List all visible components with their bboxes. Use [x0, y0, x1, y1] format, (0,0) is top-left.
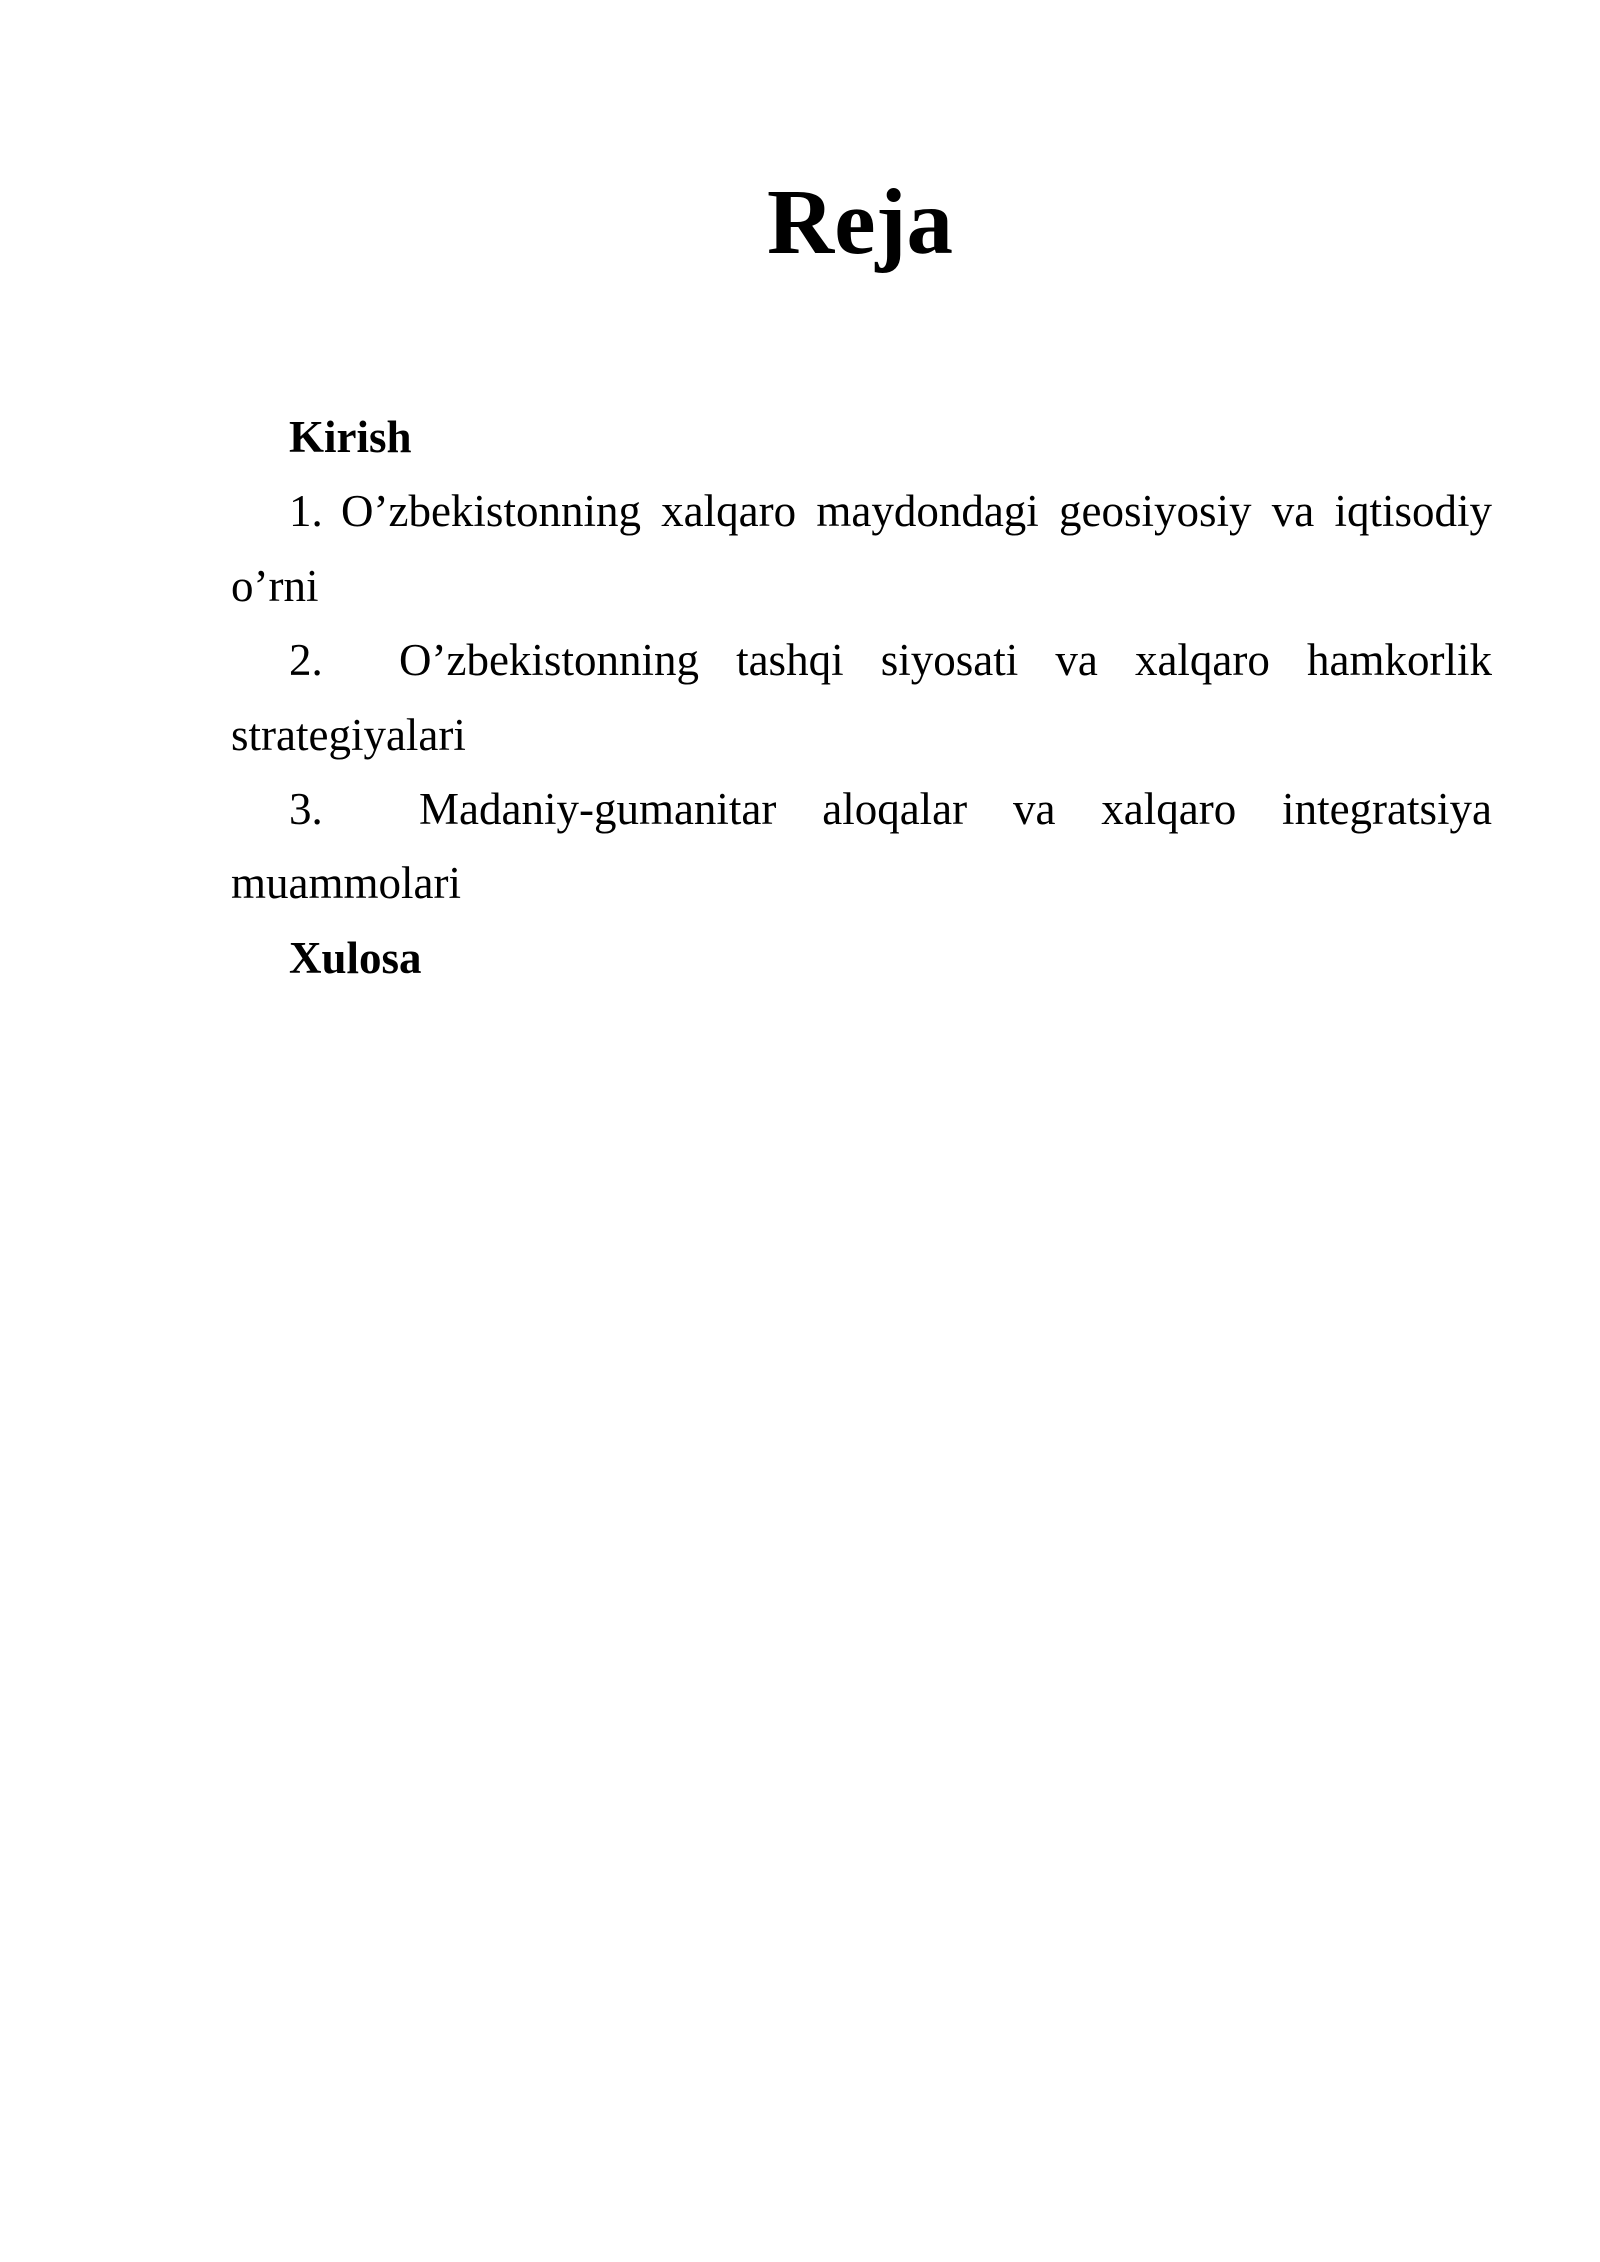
plan-item-1 — [231, 474, 1492, 623]
plan-item-conclusion: Xulosa — [289, 932, 422, 983]
plan-item-2 — [231, 623, 1492, 772]
plan-item-number: 1. — [289, 486, 323, 537]
plan-list — [231, 400, 1492, 995]
plan-item-number: 2. — [289, 635, 323, 686]
page-title: Reja — [767, 171, 953, 274]
plan-item-intro: Kirish — [289, 412, 412, 462]
plan-item-3 — [231, 772, 1492, 921]
plan-item-text: O’zbekistonning tashqi siyosati va xalqaro hamkorlik strategiyalari — [231, 635, 1492, 760]
plan-item-text: Madaniy-gumanitar aloqalar va xalqaro integratsiya muammolari — [231, 784, 1492, 909]
plan-item-text: O’zbekistonning xalqaro maydondagi geosiyosiy va iqtisodiy o’rni — [231, 486, 1492, 611]
plan-item-number: 3. — [289, 784, 323, 835]
